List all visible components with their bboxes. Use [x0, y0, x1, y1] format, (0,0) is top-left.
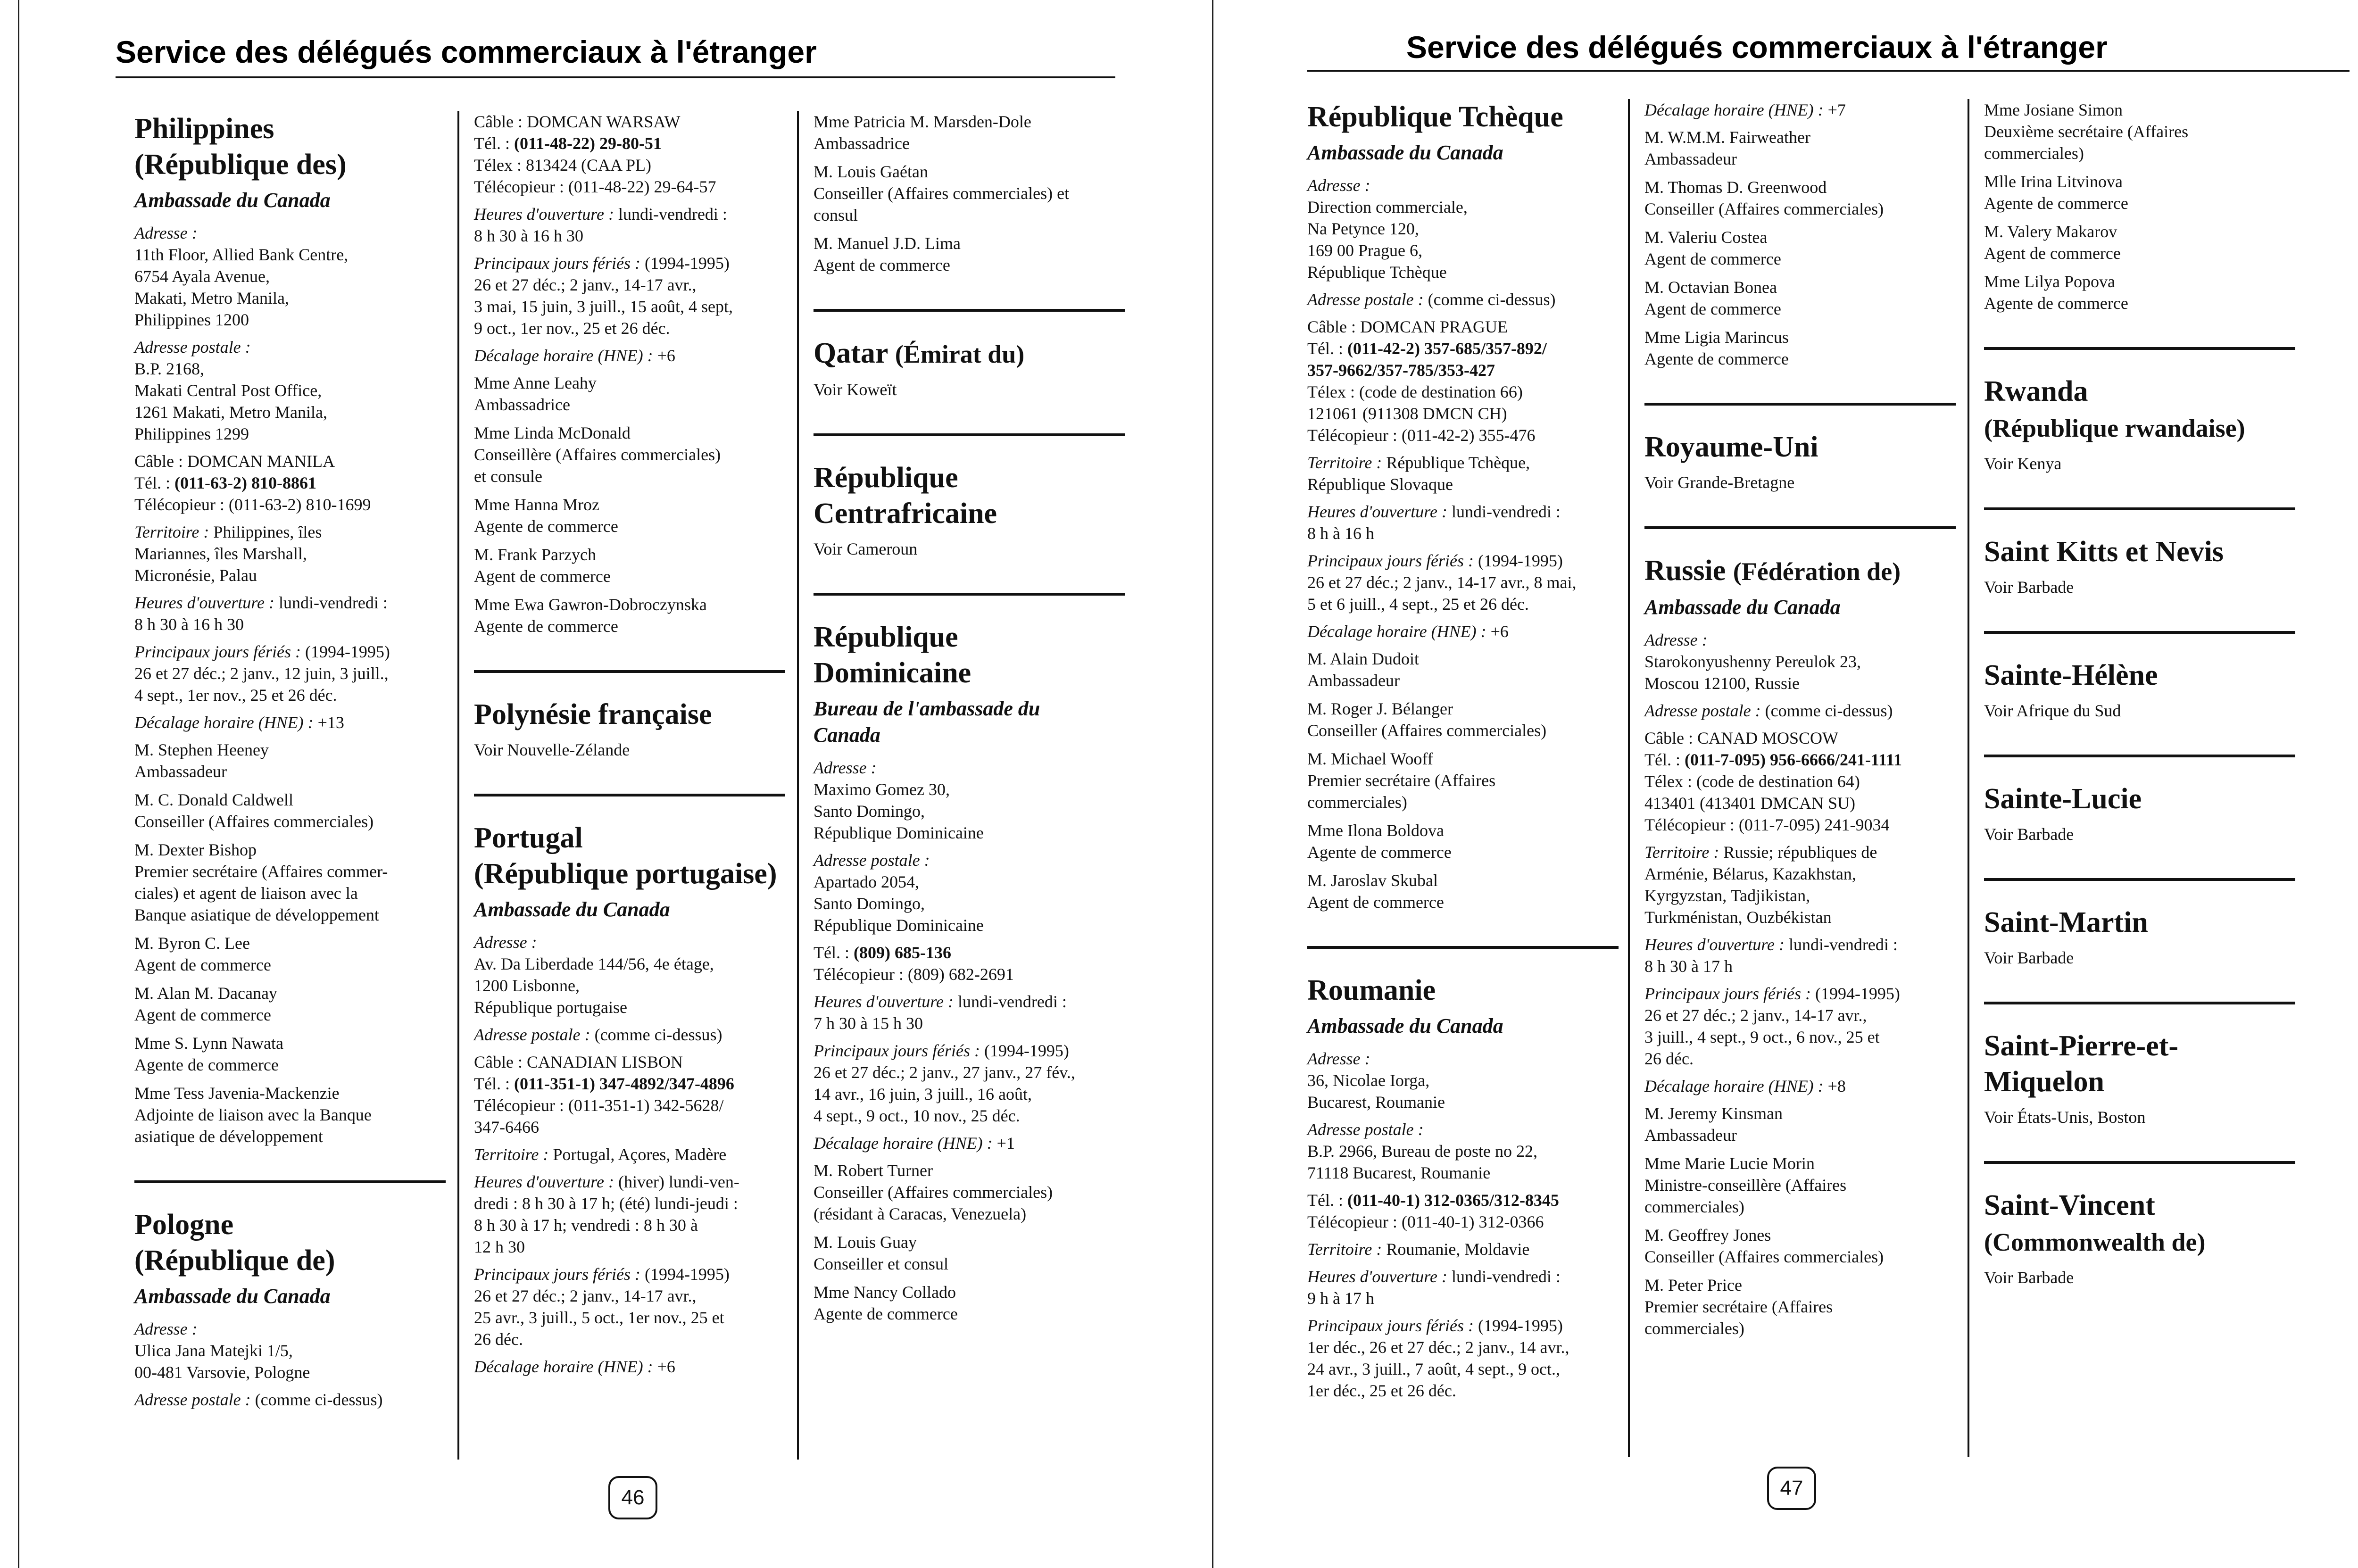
staff-member: M. Stephen Heeney Ambassadeur: [134, 740, 269, 781]
entry-st-vincent: [1984, 1187, 2295, 1288]
column-5: [1644, 99, 1956, 1353]
time-offset: Décalage horaire (HNE) : +8: [1644, 1077, 1846, 1095]
section-divider: [814, 433, 1125, 436]
column-divider: [457, 111, 459, 1460]
section-divider: [1984, 1161, 2295, 1164]
staff-member: M. Jaroslav Skubal Agent de commerce: [1307, 871, 1444, 912]
country-name: Qatar (Émirat du): [814, 337, 1025, 369]
office-title: Ambassade du Canada: [1307, 1014, 1503, 1037]
entry-roumanie: [1307, 972, 1619, 1402]
entry-tcheque: [1307, 99, 1619, 913]
entry-st-helene: [1984, 657, 2295, 722]
section-divider: [1984, 755, 2295, 757]
staff-member: Mme Ilona Boldova Agente de commerce: [1307, 821, 1452, 862]
staff-member: Mme Anne Leahy Ambassadrice: [474, 373, 597, 414]
staff-member: M. Manuel J.D. Lima Agent de commerce: [814, 234, 961, 274]
time-offset: Décalage horaire (HNE) : +13: [134, 713, 344, 732]
entry-st-martin: [1984, 904, 2295, 969]
hours-block: Heures d'ouverture : lundi-vendredi : 8 h 30 à 16 h 30: [474, 205, 727, 245]
contact-block: Tél. : (011-40-1) 312-0365/312-8345 Télécopieur : (011-40-1) 312-0366: [1307, 1191, 1559, 1231]
holidays-block: Principaux jours fériés : (1994-1995) 26 et 27 déc.; 2 janv., 12 juin, 3 juill., 4 sept., 1er nov., 25 et 26 déc.: [134, 642, 390, 705]
address-block: Adresse : 11th Floor, Allied Bank Centre, 6754 Ayala Avenue, Makati, Metro Manila, Philippines 1200: [134, 224, 349, 329]
entry-st-kitts: [1984, 534, 2295, 598]
territory-block: Territoire : Russie; républiques de Arménie, Bélarus, Kazakhstan, Kyrgyzstan, Tadjikistan, Turkménistan, Ouzbékistan: [1644, 843, 1877, 927]
see-reference: Voir Barbade: [1984, 825, 2074, 844]
postal-block: Adresse postale : B.P. 2168, Makati Central Post Office, 1261 Makati, Metro Manila, Philippines 1299: [134, 338, 327, 443]
hours-block: Heures d'ouverture : lundi-vendredi : 7 h 30 à 15 h 30: [814, 992, 1067, 1033]
address-block: Adresse : 36, Nicolae Iorga, Bucarest, Roumanie: [1307, 1049, 1445, 1112]
staff-member: M. Michael Wooff Premier secrétaire (Affaires commerciales): [1307, 749, 1496, 812]
header-rule: [1307, 70, 2350, 72]
column-2: [474, 111, 785, 1392]
staff-member: Mme Linda McDonald Conseillère (Affaires commerciales) et consule: [474, 423, 721, 486]
country-name: Sainte-Hélène: [1984, 659, 2158, 691]
country-name: Polynésie française: [474, 698, 712, 730]
staff-member: M. Alan M. Dacanay Agent de commerce: [134, 984, 277, 1024]
holidays-block: Principaux jours fériés : (1994-1995) 1er déc., 26 et 27 déc.; 2 janv., 14 avr., 24 avr., 3 juill., 7 août, 4 sept., 9 oct., 1er déc., 25 et 26 déc.: [1307, 1316, 1569, 1400]
postal-block: Adresse postale : (comme ci-dessus): [474, 1025, 722, 1044]
page-edge: [18, 0, 19, 1568]
entry-st-lucie: [1984, 781, 2295, 845]
entry-st-pierre: [1984, 1028, 2295, 1128]
contact-block: Tél. : (809) 685-136 Télécopieur : (809) 682-2691: [814, 943, 1014, 984]
staff-member: Mme Tess Javenia-Mackenzie Adjointe de liaison avec la Banque asiatique de développement: [134, 1084, 372, 1146]
country-name: Russie (Fédération de): [1644, 555, 1901, 587]
page-number: 47: [1767, 1467, 1816, 1510]
office-title: Bureau de l'ambassade du Canada: [814, 697, 1040, 747]
hours-block: Heures d'ouverture : lundi-vendredi : 9 h à 17 h: [1307, 1267, 1561, 1308]
entry-russie: [1644, 553, 1956, 1339]
staff-member: M. Alain Dudoit Ambassadeur: [1307, 649, 1420, 690]
staff-member: Mme Patricia M. Marsden-Dole Ambassadrice: [814, 112, 1031, 153]
section-divider: [474, 794, 785, 796]
holidays-block: Principaux jours fériés : (1994-1995) 26 et 27 déc.; 2 janv., 27 janv., 27 fév., 14 avr., 16 juin, 3 juill., 16 août, 4 sept., 9 oct., 10 nov., 25 déc.: [814, 1041, 1075, 1125]
hours-block: Heures d'ouverture : lundi-vendredi : 8 h 30 à 16 h 30: [134, 593, 388, 634]
see-reference: Voir Koweït: [814, 380, 897, 399]
see-reference: Voir Kenya: [1984, 454, 2062, 473]
section-divider: [1984, 878, 2295, 881]
column-1: [134, 111, 446, 1425]
section-divider: [134, 1180, 446, 1183]
address-block: Adresse : Maximo Gomez 30, Santo Domingo, République Dominicaine: [814, 758, 984, 842]
hours-block: Heures d'ouverture : lundi-vendredi : 8 h 30 à 17 h: [1644, 935, 1898, 976]
staff-member: M. Valery Makarov Agent de commerce: [1984, 222, 2121, 263]
entry-roumanie-cont: [1644, 99, 1956, 370]
staff-member: M. Octavian Bonea Agent de commerce: [1644, 278, 1781, 318]
country-name: Saint-Martin: [1984, 906, 2148, 938]
section-divider: [1644, 403, 1956, 406]
section-divider: [1644, 526, 1956, 529]
address-block: Adresse : Av. Da Liberdade 144/56, 4e étage, 1200 Lisbonne, République portugaise: [474, 933, 714, 1017]
staff-member: M. Louis Guay Conseiller et consul: [814, 1233, 948, 1273]
staff-member: M. C. Donald Caldwell Conseiller (Affaires commerciales): [134, 790, 374, 831]
territory-block: Territoire : Portugal, Açores, Madère: [474, 1145, 727, 1164]
entry-philippines: [134, 111, 446, 1147]
time-offset: Décalage horaire (HNE) : +6: [1307, 622, 1509, 641]
postal-block: Adresse postale : (comme ci-dessus): [1307, 290, 1556, 309]
column-divider: [1968, 99, 1969, 1457]
column-4: [1307, 99, 1619, 1416]
see-reference: Voir Afrique du Sud: [1984, 701, 2121, 720]
territory-block: Territoire : République Tchèque, République Slovaque: [1307, 453, 1530, 494]
entry-pologne-staff-cont: [814, 111, 1125, 276]
staff-member: M. Roger J. Bélanger Conseiller (Affaires commerciales): [1307, 699, 1547, 740]
territory-block: Territoire : Philippines, îles Mariannes, îles Marshall, Micronésie, Palau: [134, 523, 322, 585]
column-3: [814, 111, 1125, 1339]
staff-member: M. Robert Turner Conseiller (Affaires commerciales) (résidant à Caracas, Venezuela): [814, 1161, 1053, 1223]
hours-block: Heures d'ouverture : (hiver) lundi-ven- dredi : 8 h 30 à 17 h; (été) lundi-jeudi : 8 h 30 à 17 h; vendredi : 8 h 30 à 12 h 30: [474, 1172, 739, 1256]
office-title: Ambassade du Canada: [474, 898, 670, 921]
staff-member: Mme Nancy Collado Agente de commerce: [814, 1283, 958, 1323]
staff-member: M. Frank Parzych Agent de commerce: [474, 545, 611, 586]
section-divider: [1984, 631, 2295, 634]
postal-block: Adresse postale : B.P. 2966, Bureau de poste no 22, 71118 Bucarest, Roumanie: [1307, 1120, 1537, 1182]
staff-member: Mme Ligia Marincus Agente de commerce: [1644, 328, 1789, 368]
see-reference: Voir Grande-Bretagne: [1644, 473, 1795, 492]
office-title: Ambassade du Canada: [1307, 141, 1503, 164]
column-divider: [797, 111, 799, 1460]
country-name: Rwanda (République rwandaise): [1984, 375, 2245, 442]
contact-block: Câble : DOMCAN WARSAW Tél. : (011-48-22) 29-80-51 Télex : 813424 (CAA PL) Télécopieur : (011-48-22) 29-64-57: [474, 112, 716, 196]
page-47: [1204, 0, 2358, 1568]
staff-member: M. W.M.M. Fairweather Ambassadeur: [1644, 128, 1810, 168]
entry-qatar: [814, 335, 1125, 400]
staff-member: M. Peter Price Premier secrétaire (Affaires commerciales): [1644, 1276, 1833, 1338]
time-offset: Décalage horaire (HNE) : +7: [1644, 100, 1846, 119]
staff-member: M. Byron C. Lee Agent de commerce: [134, 934, 271, 974]
staff-member: M. Jeremy Kinsman Ambassadeur: [1644, 1104, 1783, 1145]
contact-block: Câble : DOMCAN MANILA Tél. : (011-63-2) 810-8861 Télécopieur : (011-63-2) 810-1699: [134, 452, 371, 514]
staff-member: M. Geoffrey Jones Conseiller (Affaires commerciales): [1644, 1226, 1884, 1266]
postal-block: Adresse postale : (comme ci-dessus): [1644, 701, 1893, 720]
section-divider: [1984, 1002, 2295, 1004]
address-block: Adresse : Starokonyushenny Pereulok 23, Moscou 12100, Russie: [1644, 631, 1861, 693]
column-divider: [1628, 99, 1630, 1457]
page-edge: [1212, 0, 1213, 1568]
see-reference: Voir Barbade: [1984, 578, 2074, 597]
country-name: Saint-Pierre-et- Miquelon: [1984, 1030, 2178, 1098]
holidays-block: Principaux jours fériés : (1994-1995) 26 et 27 déc.; 2 janv., 14-17 avr., 3 juill., 4 sept., 9 oct., 6 nov., 25 et 26 déc.: [1644, 984, 1900, 1068]
page-header-title: Service des délégués commerciaux à l'étranger: [1406, 30, 2108, 65]
time-offset: Décalage horaire (HNE) : +1: [814, 1134, 1015, 1153]
time-offset: Décalage horaire (HNE) : +6: [474, 1357, 675, 1376]
entry-polynesie: [474, 697, 785, 761]
see-reference: Voir Cameroun: [814, 539, 918, 558]
country-name: Saint-Vincent (Commonwealth de): [1984, 1189, 2206, 1256]
office-title: Ambassade du Canada: [1644, 596, 1841, 619]
page-header-title: Service des délégués commerciaux à l'étranger: [116, 34, 817, 69]
holidays-block: Principaux jours fériés : (1994-1995) 26 et 27 déc.; 2 janv., 14-17 avr., 25 avr., 3 juill., 5 oct., 1er nov., 25 et 26 déc.: [474, 1265, 730, 1349]
header-rule: [116, 76, 1115, 78]
entry-royaume-uni: [1644, 429, 1956, 493]
holidays-block: Principaux jours fériés : (1994-1995) 26 et 27 déc.; 2 janv., 14-17 avr., 8 mai, 5 et 6 juill., 4 sept., 25 et 26 déc.: [1307, 551, 1577, 614]
see-reference: Voir Barbade: [1984, 1268, 2074, 1287]
country-name: Sainte-Lucie: [1984, 783, 2142, 815]
entry-pologne: [134, 1207, 446, 1410]
section-divider: [814, 593, 1125, 596]
staff-member: Mme Josiane Simon Deuxième secrétaire (Affaires commerciales): [1984, 100, 2189, 163]
country-name: République Tchèque: [1307, 101, 1563, 133]
staff-member: Mlle Irina Litvinova Agente de commerce: [1984, 172, 2128, 213]
country-name: Roumanie: [1307, 974, 1436, 1006]
staff-member: Mme Ewa Gawron-Dobroczynska Agente de commerce: [474, 595, 707, 636]
office-title: Ambassade du Canada: [134, 1285, 331, 1308]
contact-block: Câble : CANAD MOSCOW Tél. : (011-7-095) 956-6666/241-1111 Télex : (code de destination 64) 413401 (413401 DMCAN SU) Télécopieur : (011-7-095) 241-9034: [1644, 729, 1902, 834]
column-6: [1984, 99, 2295, 1303]
country-name: Philippines (République des): [134, 113, 347, 181]
holidays-block: Principaux jours fériés : (1994-1995) 26 et 27 déc.; 2 janv., 14-17 avr., 3 mai, 15 juin, 3 juill., 15 août, 4 sept, 9 oct., 1er nov., 25 et 26 déc.: [474, 254, 733, 338]
country-name: Pologne (République de): [134, 1209, 335, 1277]
staff-member: M. Valeriu Costea Agent de commerce: [1644, 228, 1781, 268]
section-divider: [474, 670, 785, 673]
see-reference: Voir États-Unis, Boston: [1984, 1108, 2146, 1127]
entry-rwanda: [1984, 373, 2295, 474]
section-divider: [1984, 507, 2295, 510]
entry-centrafrique: [814, 460, 1125, 560]
section-divider: [814, 309, 1125, 312]
see-reference: Voir Barbade: [1984, 948, 2074, 967]
entry-pologne-cont: [474, 111, 785, 637]
territory-block: Territoire : Roumanie, Moldavie: [1307, 1240, 1530, 1259]
see-reference: Voir Nouvelle-Zélande: [474, 740, 630, 759]
staff-member: Mme S. Lynn Nawata Agente de commerce: [134, 1034, 283, 1074]
staff-member: M. Louis Gaétan Conseiller (Affaires commerciales) et consul: [814, 162, 1070, 224]
postal-block: Adresse postale : (comme ci-dessus): [134, 1390, 383, 1409]
entry-russie-staff-cont: [1984, 99, 2295, 314]
staff-member: Mme Marie Lucie Morin Ministre-conseillère (Affaires commerciales): [1644, 1154, 1847, 1216]
section-divider: [1984, 347, 2295, 350]
entry-portugal: [474, 820, 785, 1377]
staff-member: M. Thomas D. Greenwood Conseiller (Affaires commerciales): [1644, 178, 1884, 218]
entry-dominicaine: [814, 619, 1125, 1325]
address-block: Adresse : Direction commerciale, Na Petynce 120, 169 00 Prague 6, République Tchèque: [1307, 176, 1468, 282]
postal-block: Adresse postale : Apartado 2054, Santo Domingo, République Dominicaine: [814, 851, 984, 935]
country-name: République Centrafricaine: [814, 462, 997, 530]
staff-member: M. Dexter Bishop Premier secrétaire (Affaires commer- ciales) et agent de liaison avec la Banque asiatique de développement: [134, 840, 388, 924]
contact-block: Câble : CANADIAN LISBON Tél. : (011-351-1) 347-4892/347-4896 Télécopieur : (011-351-1) 342-5628/ 347-6466: [474, 1053, 734, 1137]
staff-member: Mme Lilya Popova Agente de commerce: [1984, 272, 2128, 313]
section-divider: [1307, 946, 1619, 949]
hours-block: Heures d'ouverture : lundi-vendredi : 8 h à 16 h: [1307, 502, 1561, 543]
country-name: Royaume-Uni: [1644, 431, 1818, 463]
time-offset: Décalage horaire (HNE) : +6: [474, 346, 675, 365]
contact-block: Câble : DOMCAN PRAGUE Tél. : (011-42-2) 357-685/357-892/ 357-9662/357-785/353-427 Télex : (code de destination 66) 121061 (911308 DMCN CH) Télécopieur : (011-42-2) 355-476: [1307, 317, 1547, 445]
staff-member: Mme Hanna Mroz Agente de commerce: [474, 495, 618, 536]
office-title: Ambassade du Canada: [134, 189, 331, 212]
page-number: 46: [608, 1476, 657, 1519]
country-name: Portugal (République portugaise): [474, 822, 777, 890]
address-block: Adresse : Ulica Jana Matejki 1/5, 00-481 Varsovie, Pologne: [134, 1319, 310, 1382]
country-name: République Dominicaine: [814, 621, 971, 689]
country-name: Saint Kitts et Nevis: [1984, 536, 2224, 568]
